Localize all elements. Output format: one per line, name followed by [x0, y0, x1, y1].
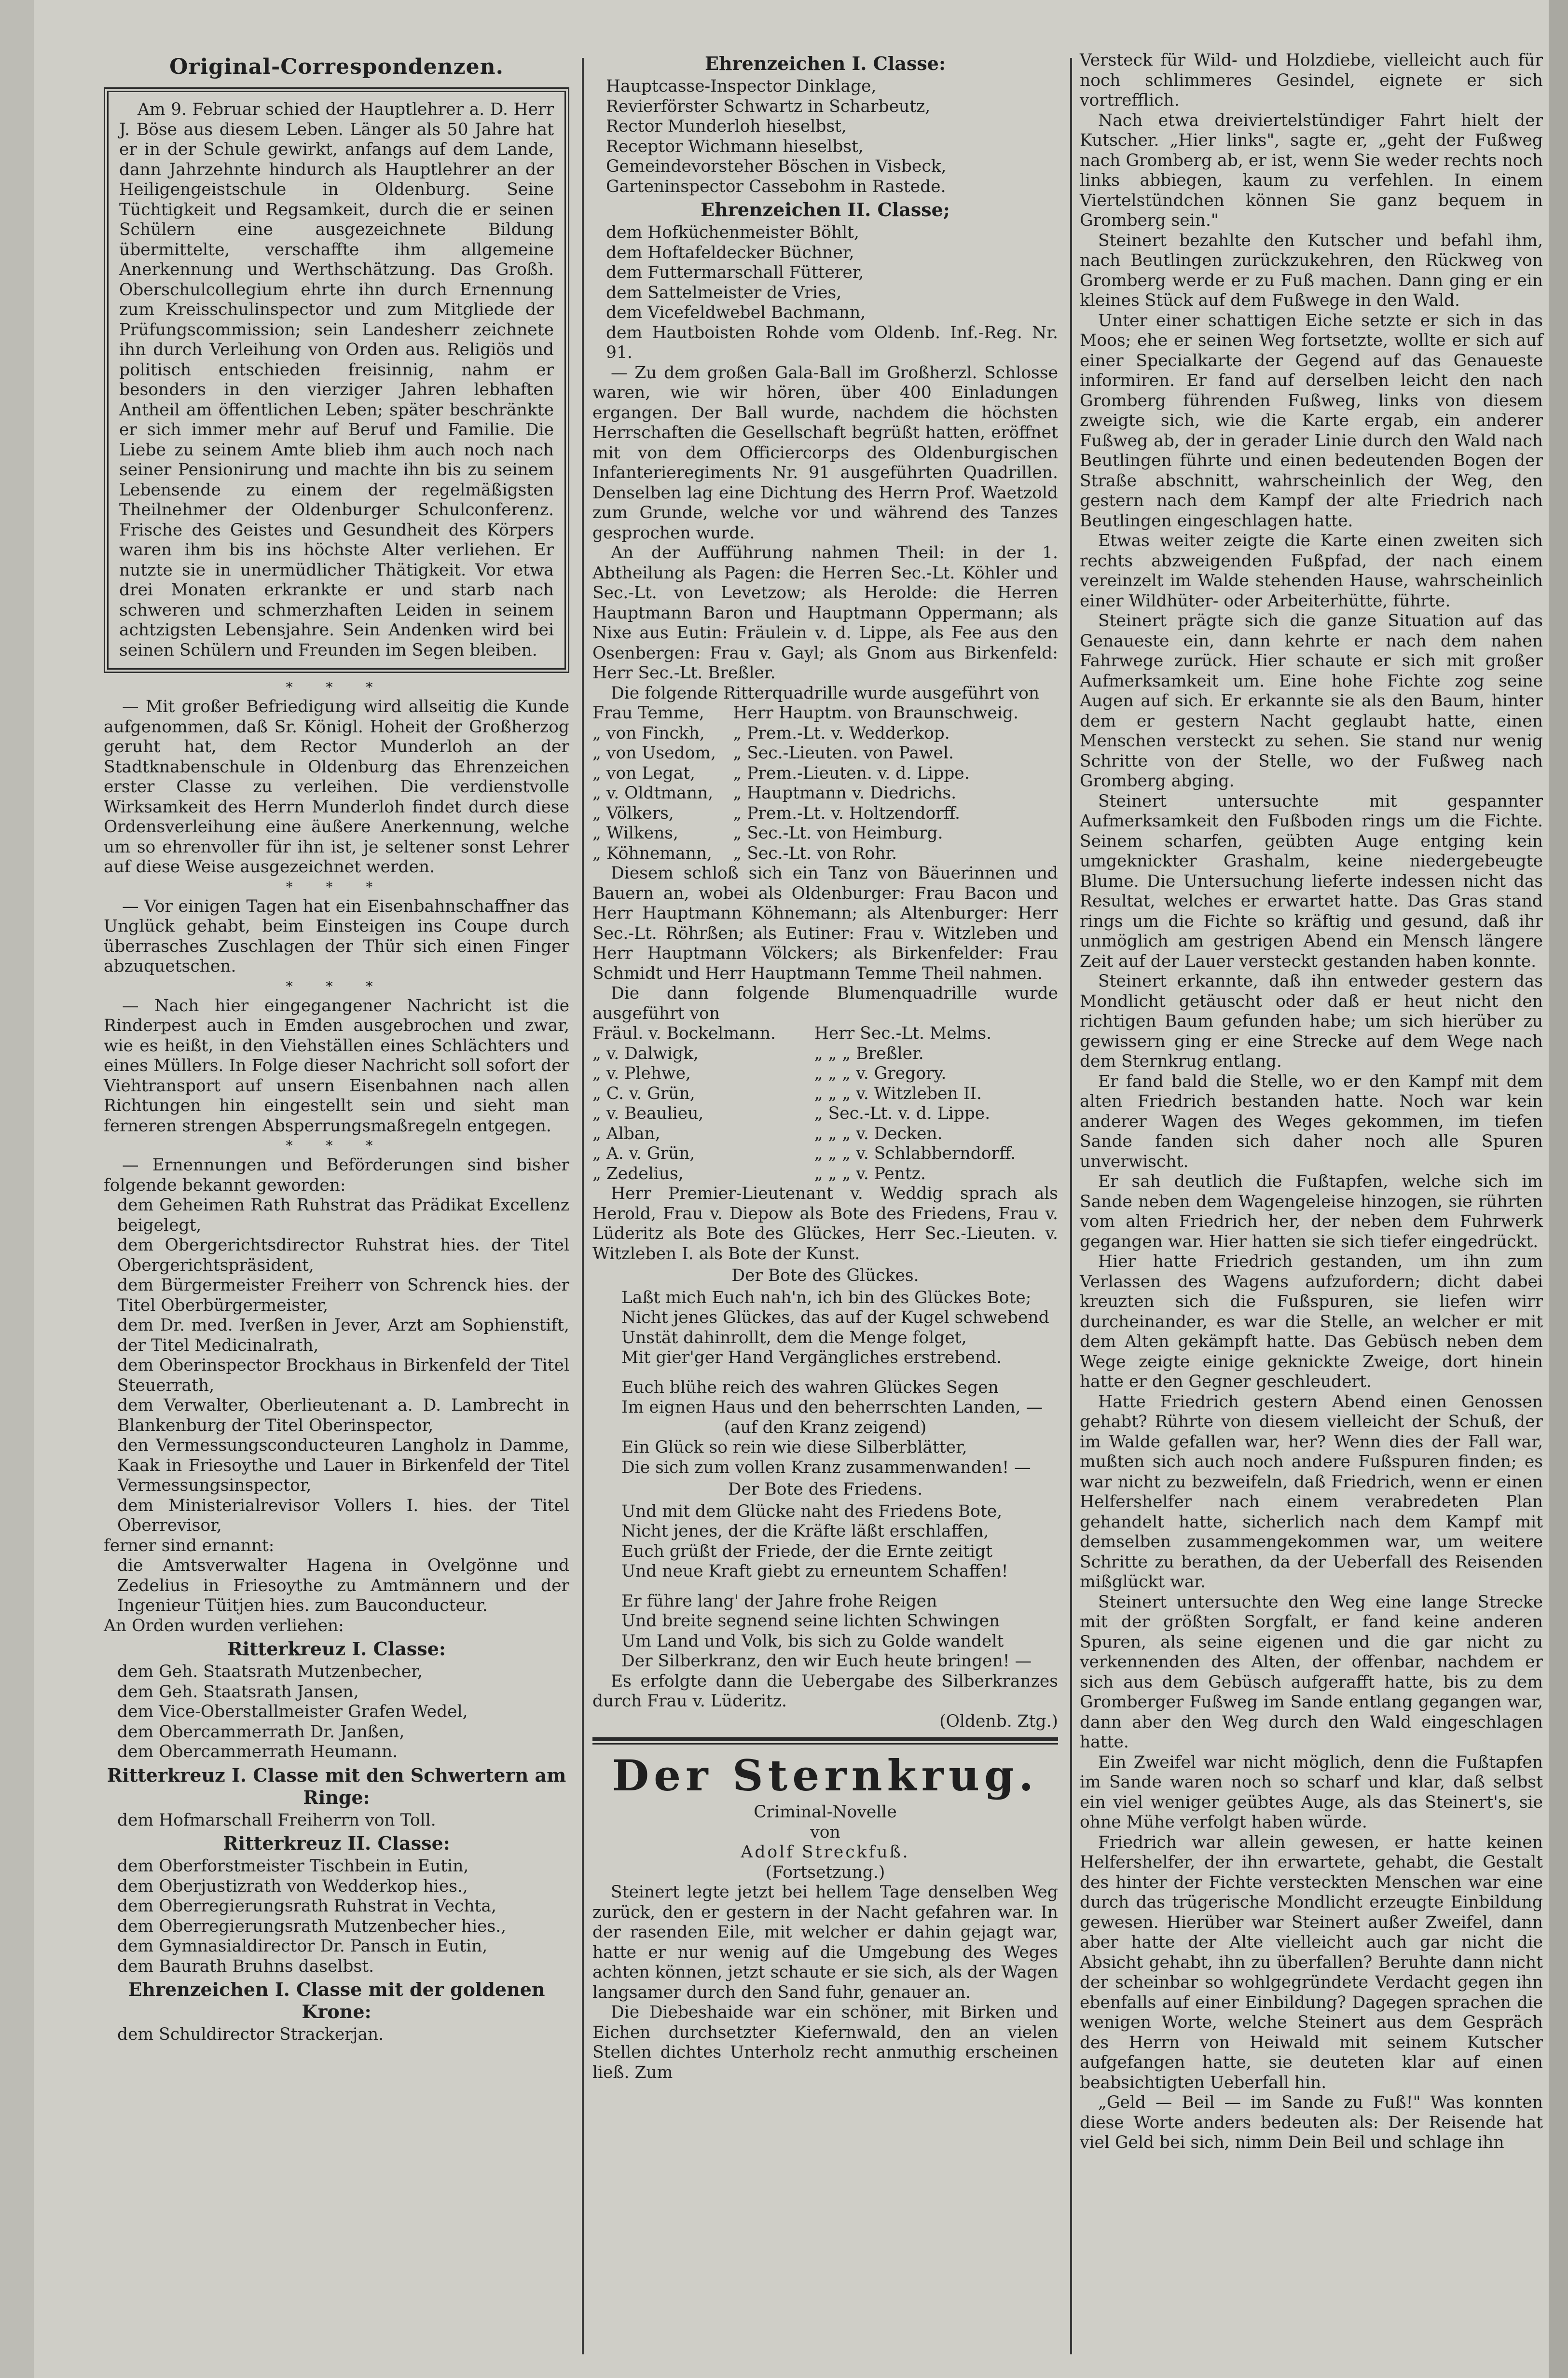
verse-line: Und neue Kraft giebt zu erneuntem Schaffen! — [621, 1562, 1008, 1581]
separator: * * * — [286, 1138, 387, 1154]
novella-continuation: (Fortsetzung.) — [765, 1862, 885, 1882]
paragraph: An der Aufführung nahmen Theil: in der 1. Abtheilung als Pagen: die Herren Sec.-Lt. Köhler und Sec.-Lt. von Levetzow; als Herolde: die Herren Hauptmann Baron und Hauptmann Oppermann; als Nixe aus Eutin: Fräulein v. d. Lippe, als Fee aus den Osenbergen: Frau v. Gayl; als Gnom aus Birkenfeld: Herr Sec.-Lt. Breßler. — [592, 543, 1058, 683]
verse-line: Um Land und Volk, bis sich zu Golde wandelt — [621, 1631, 1004, 1651]
table-cell: „ Sec.-Lt. von Rohr. — [733, 843, 897, 863]
paragraph: Versteck für Wild- und Holzdiebe, vielleicht auch für noch schlimmeres Gesindel, eignete er sich vortrefflich. — [1080, 51, 1543, 110]
table-cell: „ Sec.-Lieuten. von Pawel. — [733, 743, 954, 763]
source-credit: (Oldenb. Ztg.) — [939, 1711, 1058, 1731]
table-cell: „ Völkers, — [592, 803, 674, 823]
page-right-edge — [1549, 0, 1568, 2378]
verse-title: Der Bote des Friedens. — [728, 1480, 923, 1499]
paragraph: Die Diebeshaide war ein schöner, mit Birken und Eichen durchsetzter Kiefernwald, den an vielen Stellen dichtes Unterholz recht anmuthig erscheinen ließ. Zum — [592, 2003, 1058, 2082]
verse-line: Mit gier'ger Hand Vergängliches erstrebend. — [621, 1348, 1002, 1367]
table-cell: „ Wilkens, — [592, 824, 678, 843]
list-item: dem Schuldirector Strackerjan. — [117, 2025, 384, 2044]
paragraph: — Mit großer Befriedigung wird allseitig die Kunde aufgenommen, daß Sr. Königl. Hoheit der Großherzog geruht hat, dem Rector Munderloh an der Stadtknabenschule in Oldenburg das Ehrenzeichen erster Classe zu verleihen. Die verdienstvolle Wirksamkeit des Herrn Munderloh findet durch diese Ordensverleihung eine äußere Anerkennung, welche um so ehrenvoller für ihn ist, je seltener sonst Lehrer auf diese Weise ausgezeichnet werden. — [104, 697, 569, 877]
column-rule-2 — [1070, 58, 1072, 2354]
paragraph: Steinert erkannte, daß ihn entweder gestern das Mondlicht getäuscht oder daß er heut nicht den richtigen Baum gefunden habe; um sich hierüber zu gewissern ging er eine Strecke auf dem Wege nach dem Sternkrug entlang. — [1080, 972, 1543, 1071]
list-item: dem Sattelmeister de Vries, — [606, 283, 842, 302]
table-row — [592, 1064, 1058, 1084]
table-cell: „ Hauptmann v. Diedrichs. — [733, 784, 957, 803]
table-cell: Herr Hauptm. von Braunschweig. — [733, 703, 1019, 723]
table-cell: „ von Usedom, — [592, 743, 716, 763]
paragraph: Es erfolgte dann die Uebergabe des Silberkranzes durch Frau v. Lüderitz. — [592, 1671, 1058, 1711]
table-cell: „ Prem.-Lieuten. v. d. Lippe. — [733, 763, 970, 783]
list-item: dem Geh. Staatsrath Mutzenbecher, — [117, 1662, 423, 1681]
column-2 — [592, 51, 1058, 2083]
table-row — [592, 1164, 1058, 1184]
table-row — [592, 724, 1058, 744]
paragraph: Ein Zweifel war nicht möglich, denn die Fußtapfen im Sande waren noch so scharf und klar, daß selbst ein viel weniger geübtes Auge, als das Steinert's, sie ohne Mühe verfolgt haben würde. — [1080, 1752, 1543, 1832]
list-item: dem Hautboisten Rohde vom Oldenb. Inf.-Reg. Nr. 91. — [606, 323, 1058, 362]
paragraph: „Geld — Beil — im Sande zu Fuß!" Was konnten diese Worte anders bedeuten als: Der Reisende hat viel Geld bei sich, nimm Dein Beil und schlage ihn — [1080, 2093, 1543, 2152]
separator: * * * — [286, 679, 387, 695]
list-item: dem Obergerichtsdirector Ruhstrat hies. der Titel Obergerichtspräsident, — [117, 1236, 569, 1275]
verse-line: Und mit dem Glücke naht des Friedens Bote, — [621, 1501, 1003, 1521]
table-cell: „ v. Dalwigk, — [592, 1044, 699, 1063]
list-item: Hauptcasse-Inspector Dinklage, — [606, 77, 877, 96]
table-cell: „ v. Beaulieu, — [592, 1104, 704, 1123]
list-item: dem Vicefeldwebel Bachmann, — [606, 303, 866, 322]
list-item: dem Oberinspector Brockhaus in Birkenfeld der Titel Steuerrath, — [117, 1356, 569, 1395]
table-row — [592, 1144, 1058, 1164]
table-cell: „ A. v. Grün, — [592, 1144, 695, 1163]
list-item: dem Hofküchenmeister Böhlt, — [606, 223, 859, 242]
novella-genre: Criminal-Novelle — [754, 1802, 897, 1822]
stage-direction: (auf den Kranz zeigend) — [724, 1417, 927, 1437]
list-item: den Vermessungsconducteuren Langholz in Damme, Kaak in Friesoythe und Lauer in Birkenfeld der Titel Vermessungsinspector, — [117, 1436, 569, 1495]
verse-line: Und breite segnend seine lichten Schwingen — [621, 1611, 1000, 1631]
list-item: dem Geh. Staatsrath Jansen, — [117, 1682, 359, 1702]
verse-line: Ein Glück so rein wie diese Silberblätter, — [621, 1438, 967, 1457]
list-item: dem Gymnasialdirector Dr. Pansch in Eutin, — [117, 1937, 488, 1956]
table-row — [592, 844, 1058, 864]
table-cell: „ „ „ v. Gregory. — [814, 1064, 947, 1083]
paragraph: Steinert untersuchte den Weg eine lange Strecke mit der größten Sorgfalt, er fand keine anderen Spuren, als seine eigenen und die gar nicht zu verkennenden des Alten, der offenbar, nachdem er sich aus dem Gebüsch aufgerafft hatte, bis zu dem Gromberger Fußweg im Sande entlang gegangen war, dann aber den Weg durch den Wald eingeschlagen hatte. — [1080, 1592, 1543, 1752]
verse-line: Nicht jenes, der die Kräfte läßt erschlaffen, — [621, 1522, 989, 1541]
table-cell: „ „ „ Breßler. — [814, 1044, 924, 1063]
table-cell: Herr Sec.-Lt. Melms. — [814, 1024, 992, 1043]
paragraph: — Nach hier eingegangener Nachricht ist die Rinderpest auch in Emden ausgebrochen und zwar, wie es heißt, in den Viehställen eines Schlächters und eines Müllers. In Folge dieser Nachricht soll sofort der Viehtransport auf unsern Eisenbahnen nach allen Richtungen hin eingestellt sein und sieht man ferneren strengen Absperrungsmaßregeln entgegen. — [104, 996, 569, 1136]
table-row — [592, 1024, 1058, 1044]
appointment-list — [104, 1196, 569, 1536]
paragraph: Steinert legte jetzt bei hellem Tage denselben Weg zurück, den er gestern in der Nacht gefahren war. In der rasenden Eile, mit welcher er dahin gejagt war, hatte er nur wenig auf die Umgebung des Weges achten können, jetzt schaute er sie sich, als der Wagen langsamer durch den Sand fuhr, genauer an. — [592, 1883, 1058, 2002]
table-cell: Frau Temme, — [592, 703, 704, 723]
column-1 — [104, 51, 569, 2045]
table-row — [592, 1044, 1058, 1064]
table-cell: „ Alban, — [592, 1124, 660, 1143]
paragraph: Steinert bezahlte den Kutscher und befahl ihm, nach Beutlingen zurückzukehren, den Rückweg von Gromberg werde er zu Fuß machen. Dann ging er ein kleines Stück auf dem Fußwege in den Wald. — [1080, 231, 1543, 310]
table-row — [592, 1084, 1058, 1104]
list-item: dem Oberforstmeister Tischbein in Eutin, — [117, 1856, 469, 1876]
list-item: dem Baurath Bruhns daselbst. — [117, 1956, 374, 1976]
novella-title: Der Sternkrug. — [612, 1750, 1039, 1801]
column-rule-1 — [582, 58, 584, 2354]
verse-gap — [592, 1368, 1058, 1378]
list-item: dem Hoftafeldecker Büchner, — [606, 243, 854, 262]
order-heading: Ehrenzeichen II. Classe; — [701, 199, 950, 220]
list-item: dem Oberregierungsrath Ruhstrat in Vechta, — [117, 1897, 496, 1916]
table-cell: „ Zedelius, — [592, 1164, 684, 1183]
verse-line: Im eignen Haus und den beherrschten Landen, — — [621, 1398, 1043, 1417]
page-left-margin — [0, 0, 34, 2378]
paragraph: Hatte Friedrich gestern Abend einen Genossen gehabt? Rührte von diesem vielleicht der Schuß, der im Walde gefallen war, her? Wenn dies der Fall war, mußten sich auch noch andere Fußspuren finden; es war nicht zu bezweifeln, daß Friedrich, wenn er einen Helfershelfer nach einem verabredeten Plan gehandelt hatte, sicherlich nach dem Kampf mit demselben zusammengekommen war, um weitere Schritte zu berathen, da der Ueberfall des Reisenden mißglückt war. — [1080, 1392, 1543, 1592]
verse-line: Der Silberkranz, den wir Euch heute bringen! — — [621, 1651, 1032, 1671]
table-row — [592, 1124, 1058, 1144]
paragraph: Hier hatte Friedrich gestanden, um ihn zum Verlassen des Wagens aufzufordern; dicht dabei kreuzten sich die Fußspuren, sie liefen wirr durcheinander, es war die Stelle, an welcher er mit dem Alten gekämpft hatte. Das Gebüsch neben dem Wege zeigte einige geknickte Zweige, dort hinein hatte er den Gegner geschleudert. — [1080, 1252, 1543, 1391]
section-rule-thick — [592, 1737, 1058, 1741]
separator: * * * — [286, 879, 387, 895]
table-row — [592, 804, 1058, 824]
paragraph: Er fand bald die Stelle, wo er den Kampf mit dem alten Friedrich bestanden hatte. Noch war kein anderer Wagen des Weges gekommen, im tiefen Sande fanden sich daher noch alle Spuren unverwischt. — [1080, 1072, 1543, 1171]
table-cell: „ Sec.-Lt. von Heimburg. — [733, 824, 943, 843]
list-item: Gemeindevorsteher Böschen in Visbeck, — [606, 157, 947, 176]
paragraph: Steinert untersuchte mit gespannter Aufmerksamkeit den Fußboden rings um die Fichte. Seinem scharfen, geübten Auge entging kein umgeknickter Grashalm, keine niedergebeugte Blume. Die Untersuchung lieferte indessen nicht das Resultat, welches er erwartet hatte. Das Gras stand rings um die Fichte so kräftig und gesund, daß ihr unmöglich am gestrigen Abend ein Mensch längere Zeit auf der Lauer versteckt gestanden haben konnte. — [1080, 791, 1543, 971]
table-row — [592, 824, 1058, 844]
list-item: dem Geheimen Rath Ruhstrat das Prädikat Excellenz beigelegt, — [117, 1196, 569, 1235]
table-cell: „ von Legat, — [592, 763, 696, 783]
list-item: dem Obercammerrath Heumann. — [117, 1742, 398, 1761]
list-item: dem Dr. med. Iverßen in Jever, Arzt am Sophienstift, der Titel Medicinalrath, — [117, 1316, 569, 1355]
verse-line: Euch blühe reich des wahren Glückes Segen — [621, 1377, 999, 1397]
list-item: die Amtsverwalter Hagena in Ovelgönne und Zedelius in Friesoythe zu Amtmännern und der Ingenieur Tüitjen hies. zum Bauconducteur. — [117, 1556, 569, 1615]
table-cell: „ Sec.-Lt. v. d. Lippe. — [814, 1104, 990, 1123]
verse-line: Laßt mich Euch nah'n, ich bin des Glückes Bote; — [621, 1288, 1032, 1307]
verse-gap — [592, 1582, 1058, 1592]
table-cell: „ „ „ v. Decken. — [814, 1124, 943, 1143]
table-cell: Fräul. v. Bockelmann. — [592, 1024, 776, 1043]
table-row — [592, 743, 1058, 764]
table-cell: „ v. Plehwe, — [592, 1064, 691, 1083]
table-cell: „ „ „ v. Witzleben II. — [814, 1084, 982, 1103]
table-row — [592, 764, 1058, 784]
paragraph: Er sah deutlich die Fußtapfen, welche sich im Sande neben dem Wagengeleise hinzogen, sie rührten vom alten Friedrich her, der neben dem Fuhrwerk gegangen war. Hier hatten sie sich tiefer eingedrückt. — [1080, 1172, 1543, 1251]
table-cell: „ Köhnemann, — [592, 843, 713, 863]
verse-title: Der Bote des Glückes. — [731, 1266, 919, 1285]
table-cell: „ von Finckh, — [592, 723, 705, 743]
paragraph: ferner sind ernannt: — [104, 1536, 275, 1555]
table-cell: „ „ „ v. Pentz. — [814, 1164, 926, 1183]
table-row — [592, 784, 1058, 804]
list-item: dem Hofmarschall Freiherrn von Toll. — [117, 1810, 436, 1830]
order-heading: Ehrenzeichen I. Classe mit der goldenen Krone: — [128, 1979, 545, 2022]
paragraph: Etwas weiter zeigte die Karte einen zweiten sich rechts abzweigenden Fußpfad, der nach einem vereinzelt im Walde stehenden Hause, wahrscheinlich einer Wildhüter- oder Arbeiterhütte, führte. — [1080, 531, 1543, 611]
ritterquadrille-table — [592, 703, 1058, 864]
order-heading: Ritterkreuz II. Classe: — [223, 1832, 450, 1854]
verse-line: Er führe lang' der Jahre frohe Reigen — [621, 1591, 937, 1611]
list-item: dem Oberjustizrath von Wedderkop hies., — [117, 1876, 468, 1896]
order-heading: Ritterkreuz I. Classe mit den Schwertern am Ringe: — [107, 1764, 566, 1808]
paragraph: Nach etwa dreiviertelstündiger Fahrt hielt der Kutscher. „Hier links", sagte er, „geht der Fußweg nach Gromberg ab, er ist, wenn Sie weder rechts noch links abbiegen, kaum zu verfehlen. In einem Viertelstündchen können Sie ganz bequem in Gromberg sein." — [1080, 110, 1543, 230]
paragraph: Diesem schloß sich ein Tanz von Bäuerinnen und Bauern an, wobei als Oldenburger: Frau Bacon und Herr Hauptmann Köhnemann; als Altenburger: Herr Sec.-Lt. Röhrßen; als Eutiner: Frau v. Witzleben und Herr Hauptmann Völckers; als Birkenfelder: Frau Schmidt und Herr Hauptmann Temme Theil nahmen. — [592, 864, 1058, 983]
table-cell: „ C. v. Grün, — [592, 1084, 695, 1103]
obituary-box — [104, 87, 569, 673]
verse-line: Die sich zum vollen Kranz zusammenwanden! — — [621, 1457, 1031, 1477]
table-row — [592, 703, 1058, 724]
novella-author: Adolf Streckfuß. — [741, 1842, 910, 1862]
paragraph: — Vor einigen Tagen hat ein Eisenbahnschaffner das Unglück gehabt, beim Einsteigen ins Coupe durch überrasches Zuschlagen der Thür sich einen Finger abzuquetschen. — [104, 896, 569, 976]
novella-von: von — [810, 1822, 840, 1842]
list-item: Revierförster Schwartz in Scharbeutz, — [606, 96, 931, 116]
section-rule-thin — [592, 1743, 1058, 1745]
paragraph: Steinert prägte sich die ganze Situation auf das Genaueste ein, dann kehrte er nach dem nahen Fahrwege zurück. Hier schaute er sich mit großer Aufmerksamkeit um. Eine hohe Fichte zog seine Augen auf sich. Er erkannte sie als den Baum, hinter dem er gestern Nacht geglaubt hatte, einen Menschen versteckt zu sehen. Sie stand nur wenig Schritte von der Stelle, wo der Fußweg nach Gromberg abging. — [1080, 611, 1543, 791]
column-3 — [1080, 51, 1543, 2153]
order-heading: Ritterkreuz I. Classe: — [227, 1638, 446, 1660]
verse-line: Unstät dahinrollt, dem die Menge folget, — [621, 1328, 967, 1347]
list-item: dem Oberregierungsrath Mutzenbecher hies., — [117, 1916, 507, 1936]
table-row — [592, 1104, 1058, 1124]
list-item: Rector Munderloh hieselbst, — [606, 117, 847, 136]
order-heading: Ehrenzeichen I. Classe: — [705, 53, 946, 74]
table-cell: „ „ „ v. Schlabberndorff. — [814, 1144, 1016, 1163]
list-item: Receptor Wichmann hieselbst, — [606, 137, 864, 156]
verse-line: Euch grüßt der Friede, der die Ernte zeitigt — [621, 1541, 992, 1561]
table-cell: „ Prem.-Lt. v. Holtzendorff. — [733, 803, 961, 823]
list-item: dem Obercammerrath Dr. Janßen, — [117, 1722, 405, 1742]
paragraph: — Zu dem großen Gala-Ball im Großherzl. Schlosse waren, wie wir hören, über 400 Einladungen ergangen. Der Ball wurde, nachdem die höchsten Herrschaften die Gesellschaft begrüßt hatten, eröffnet mit von dem Officiercorps des Oldenburgischen Infanterieregiments Nr. 91 ausgeführten Quadrillen. Denselben lag eine Dichtung des Herrn Prof. Waetzold zum Grunde, welche vor und während des Tanzes gesprochen wurde. — [592, 363, 1058, 543]
blumenquadrille-table — [592, 1024, 1058, 1184]
list-item: dem Bürgermeister Freiherr von Schrenck hies. der Titel Oberbürgermeister, — [117, 1276, 569, 1315]
paragraph: — Ernennungen und Beförderungen sind bisher folgende bekannt geworden: — [104, 1155, 569, 1195]
table-cell: „ v. Oldtmann, — [592, 784, 714, 803]
obituary-text: Am 9. Februar schied der Hauptlehrer a. D. Herr J. Böse aus diesem Leben. Länger als 50 Jahre hat er in der Schule gewirkt, anfangs auf dem Lande, dann Jahrzehnte hindurch als Hauptlehrer an der Heiligengeistschule in Oldenburg. Seine Tüchtigkeit und Regsamkeit, durch die er seinen Schülern eine ausgezeichnete Bildung übermittelte, verschaffte ihm allgemeine Anerkennung und Werthschätzung. Das Großh. Oberschulcollegium ehrte ihn durch Ernennung zum Kreisschulinspector und zum Mitgliede der Prüfungscommission; sein Landesherr zeichnete ihn durch Verleihung von Orden aus. Religiös und politisch entschieden freisinnig, nahm er besonders in den vierziger Jahren lebhaften Antheil am öffentlichen Leben; später beschränkte er sich immer mehr auf Beruf und Familie. Die Liebe zu seinem Amte blieb ihm auch noch nach seiner Pensionirung und machte ihn bis zu seinem Lebensende zu einem der regelmäßigsten Theilnehmer der Oldenburger Schulconferenz. Frische des Geistes und Gesundheit des Körpers waren ihm bis ins höchste Alter verliehen. Er nutzte sie in unermüdlicher Thätigkeit. Vor etwa drei Monaten erkrankte er und starb nach schweren und schmerzhaften Leiden in seinem achtzigsten Lebensjahre. Sein Andenken wird bei seinen Schülern und Freunden im Segen bleiben. — [119, 100, 554, 660]
list-item: dem Verwalter, Oberlieutenant a. D. Lambrecht in Blankenburg der Titel Oberinspector, — [117, 1396, 569, 1435]
separator: * * * — [286, 978, 387, 994]
paragraph: Herr Premier-Lieutenant v. Weddig sprach als Herold, Frau v. Diepow als Bote des Friedens, Frau v. Lüderitz als Bote des Glückes, Herr Sec.-Lieuten. v. Witzleben I. als Bote der Kunst. — [592, 1184, 1058, 1264]
paragraph: Die folgende Ritterquadrille wurde ausgeführt von — [611, 683, 1040, 703]
verse-line: Nicht jenes Glückes, das auf der Kugel schwebend — [621, 1308, 1049, 1327]
paragraph: Friedrich war allein gewesen, er hatte keinen Helfershelfer, der ihn erwartete, gehabt, die Gestalt des hinter der Fichte versteckten Menschen war eine durch das trügerische Mondlicht erzeugte Einbildung gewesen. Hierüber war Steinert außer Zweifel, dann aber hatte der Alte vielleicht auch gar nicht die Absicht gehabt, ihn zu überfallen? Beruhte dann nicht der scheinbar so wohlgegründete Verdacht gegen ihn ebenfalls auf einer Einbildung? Dagegen sprachen die wenigen Worte, welche Steinert aus dem Gespräch des Herrn von Heiwald mit seinem Kutscher aufgefangen hatte, sie deuteten klar auf einen beabsichtigten Ueberfall hin. — [1080, 1832, 1543, 2092]
list-item: dem Vice-Oberstallmeister Grafen Wedel, — [117, 1702, 468, 1721]
list-item: dem Futtermarschall Fütterer, — [606, 263, 864, 282]
section-heading: Original-Correspondenzen. — [169, 55, 504, 79]
table-cell: „ Prem.-Lt. v. Wedderkop. — [733, 723, 950, 743]
paragraph: Die dann folgende Blumenquadrille wurde ausgeführt von — [592, 984, 1058, 1023]
list-item: Garteninspector Cassebohm in Rastede. — [606, 177, 946, 196]
paragraph: An Orden wurden verliehen: — [104, 1616, 344, 1636]
list-item: dem Ministerialrevisor Vollers I. hies. der Titel Oberrevisor, — [117, 1496, 569, 1535]
paragraph: Unter einer schattigen Eiche setzte er sich in das Moos; ehe er seinen Weg fortsetzte, wollte er sich auf einer Specialkarte der Gegend auf das Genaueste informiren. Er fand auf derselben leicht den nach Gromberg führenden Fußweg, links von diesem zweigte sich, wie die Karte ergab, ein anderer Fußweg ab, der in gerader Linie durch den Wald nach Beutlingen führte und einen bedeutenden Bogen der Straße abschnitt, wahrscheinlich der Weg, den gestern nach dem Kampf der alte Friedrich nach Beutlingen eingeschlagen hatte. — [1080, 311, 1543, 531]
